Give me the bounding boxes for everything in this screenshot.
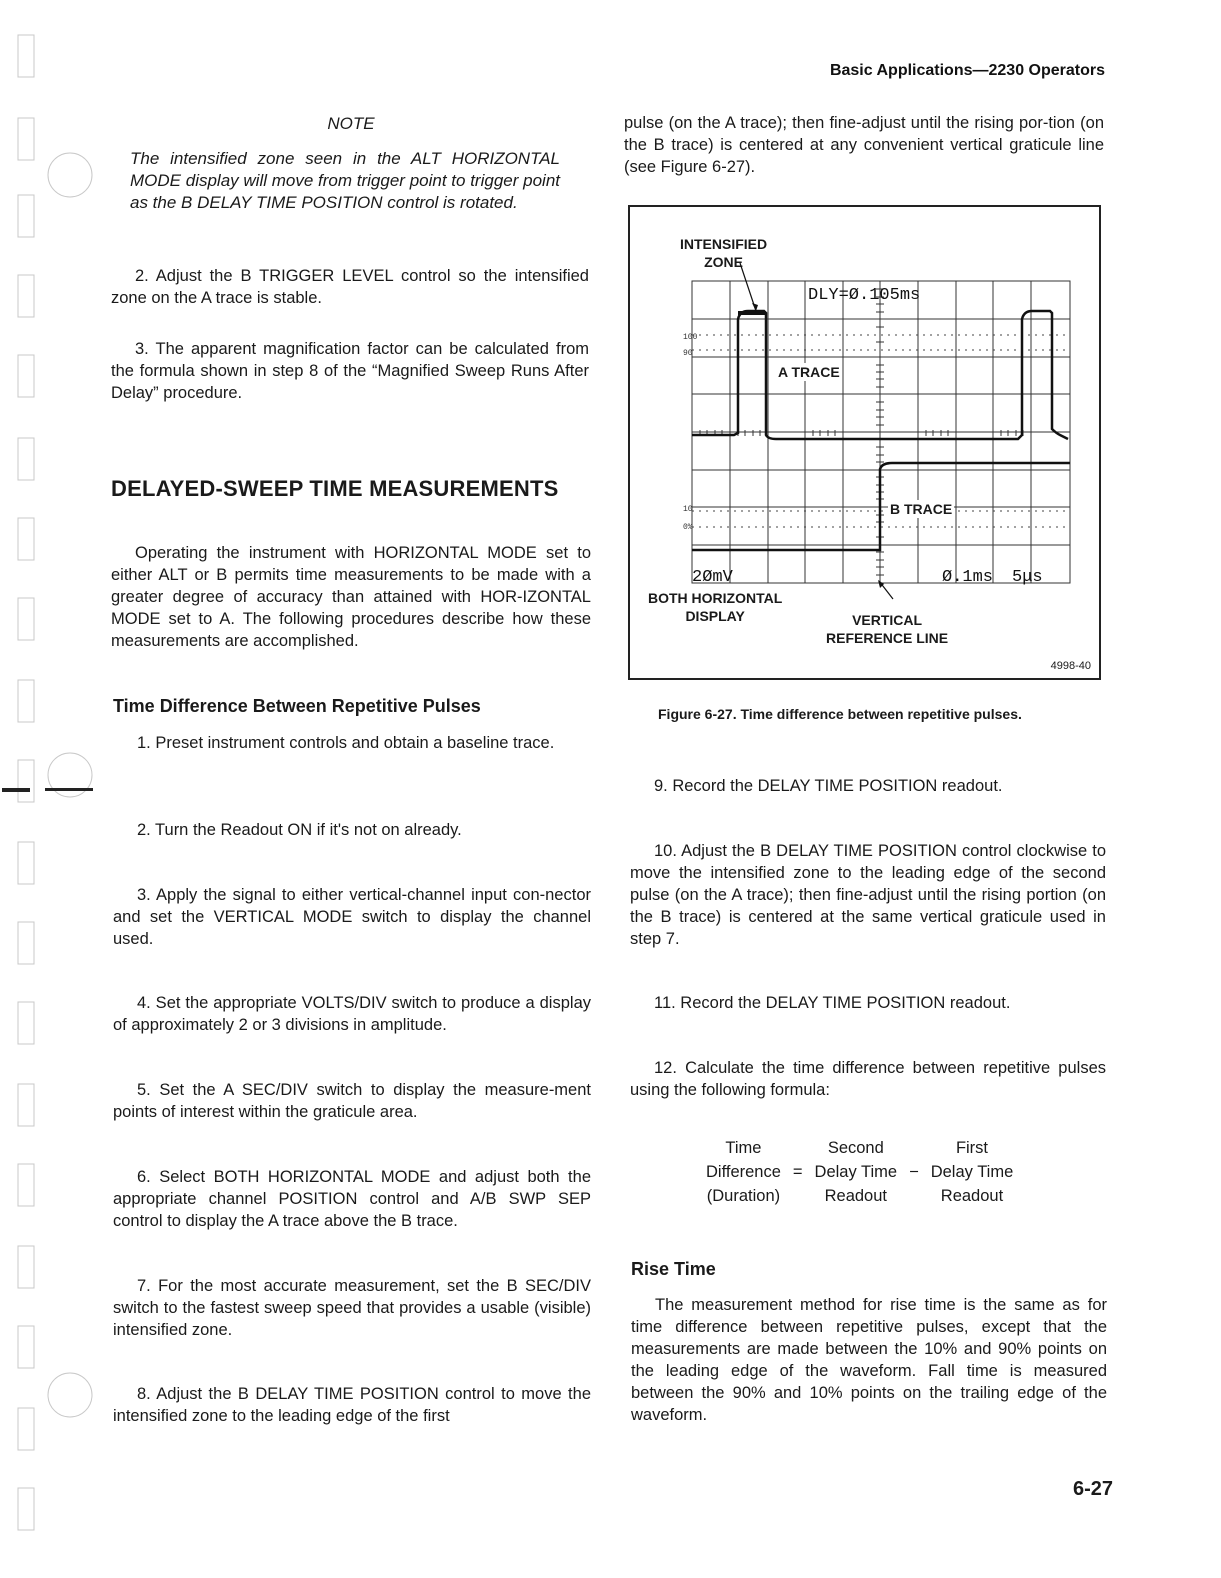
tick-10: 10 bbox=[683, 505, 693, 514]
time-readout-b: 5μs bbox=[1012, 568, 1043, 587]
rise-time-title: Rise Time bbox=[631, 1259, 716, 1279]
formula-r2c5: Delay Time bbox=[930, 1163, 1014, 1181]
volts-readout: 2ØmV bbox=[692, 568, 733, 587]
formula-r3c1: (Duration) bbox=[706, 1187, 781, 1205]
label-a-trace: A TRACE bbox=[778, 364, 840, 380]
formula-r2c2: = bbox=[792, 1163, 803, 1181]
horizontal-axis-ticks bbox=[700, 430, 1023, 436]
step-12: 12. Calculate the time difference between repetitive pulses using the following formula: bbox=[630, 1059, 1106, 1099]
figure-6-27 bbox=[628, 205, 1101, 680]
figure-code: 4998-40 bbox=[1050, 660, 1091, 672]
label-vert-line-1: VERTICAL bbox=[852, 612, 923, 628]
formula-r3c2 bbox=[787, 1184, 809, 1208]
time-readout-a: Ø.1ms bbox=[942, 568, 994, 587]
step-3-magnification: 3. The apparent magnification factor can be calculated from the formula shown in step 8 of the “Magnified Sweep Runs After Delay” procedure. bbox=[111, 340, 589, 402]
step-8-continuation: pulse (on the A trace); then fine-adjust until the rising por-tion (on the B trace) is centered at any convenient vertical graticule line (see Figure 6-27). bbox=[624, 114, 1104, 176]
procedure-step-6: 6. Select BOTH HORIZONTAL MODE and adjust both the appropriate channel POSITION control and A/B SWP SEP control to display the A trace above the B trace. bbox=[113, 1168, 591, 1230]
running-header: Basic Applications—2230 Operators bbox=[829, 62, 1105, 79]
section-title: DELAYED-SWEEP TIME MEASUREMENTS bbox=[111, 476, 559, 501]
note-title: NOTE bbox=[327, 114, 375, 133]
formula-r3c3: Readout bbox=[824, 1187, 887, 1205]
procedure-step-1: 1. Preset instrument controls and obtain a baseline trace. bbox=[137, 734, 555, 752]
step-11: 11. Record the DELAY TIME POSITION readout. bbox=[654, 994, 1011, 1012]
tick-100: 100 bbox=[683, 333, 698, 342]
procedure-step-7: 7. For the most accurate measurement, set the B SEC/DIV switch to the fastest sweep speed that provides a usable (visible) intensified zone. bbox=[113, 1277, 591, 1339]
label-intensified-zone bbox=[680, 235, 767, 271]
label-vert-line-2: REFERENCE LINE bbox=[826, 630, 949, 646]
label-both-line-2: DISPLAY bbox=[685, 608, 745, 624]
rise-time-body: The measurement method for rise time is the same as for time difference between repetitive pulses, except that the measurements are made between the 10% and 90% points on the leading edge of the waveform. Fall time is measured between the 90% and 10% points on the trailing edge of the waveform. bbox=[631, 1296, 1107, 1424]
step-9: 9. Record the DELAY TIME POSITION readout. bbox=[654, 777, 1003, 795]
label-intensified-line-1: INTENSIFIED bbox=[680, 236, 768, 252]
procedure-step-2: 2. Turn the Readout ON if it's not on already. bbox=[137, 821, 462, 839]
subsection-title: Time Difference Between Repetitive Pulses bbox=[113, 696, 481, 716]
time-difference-formula bbox=[700, 1136, 1040, 1208]
intensified-zone-mark bbox=[738, 311, 766, 315]
step-10: 10. Adjust the B DELAY TIME POSITION control clockwise to move the intensified zone to the leading edge of the second pulse (on the A trace); then fine-adjust until the rising portion (on the B trace) is centered at the same vertical graticule used in step 7. bbox=[630, 842, 1106, 948]
formula-r1c3: Second bbox=[827, 1139, 884, 1157]
formula-r2c3: Delay Time bbox=[814, 1163, 898, 1181]
formula-r1c1: Time bbox=[725, 1139, 762, 1157]
tick-90: 90 bbox=[683, 349, 693, 358]
formula-r2c1: Difference bbox=[706, 1163, 781, 1181]
label-vertical-reference bbox=[826, 611, 948, 647]
label-both-horizontal bbox=[648, 589, 782, 625]
procedure-step-4: 4. Set the appropriate VOLTS/DIV switch to produce a display of approximately 2 or 3 divisions in amplitude. bbox=[113, 994, 591, 1034]
formula-r1c5: First bbox=[955, 1139, 989, 1157]
procedure-step-8: 8. Adjust the B DELAY TIME POSITION control to move the intensified zone to the leading edge of the first bbox=[113, 1385, 591, 1425]
label-intensified-line-2: ZONE bbox=[704, 254, 743, 270]
procedure-step-3: 3. Apply the signal to either vertical-channel input con-nector and set the VERTICAL MODE switch to display the channel used. bbox=[113, 886, 591, 948]
delay-readout: DLY=Ø.105ms bbox=[808, 286, 921, 305]
formula-r1c4 bbox=[903, 1136, 925, 1160]
formula-r2c4: − bbox=[909, 1163, 919, 1181]
step-2-trigger: 2. Adjust the B TRIGGER LEVEL control so the intensified zone on the A trace is stable. bbox=[111, 267, 589, 307]
label-both-line-1: BOTH HORIZONTAL bbox=[648, 590, 783, 606]
note-body: The intensified zone seen in the ALT HORIZONTAL MODE display will move from trigger point to trigger point as the B DELAY TIME POSITION control is rotated. bbox=[130, 149, 560, 212]
formula-r3c5: Readout bbox=[940, 1187, 1004, 1205]
formula-r3c4 bbox=[903, 1184, 925, 1208]
section-intro: Operating the instrument with HORIZONTAL MODE set to either ALT or B permits time measurements to be made with a greater degree of accuracy than attained with HOR-IZONTAL MODE set to A. The following procedures describe how these measurements are accomplished. bbox=[111, 544, 591, 650]
figure-caption: Figure 6-27. Time difference between repetitive pulses. bbox=[658, 706, 1022, 722]
page-number: 6-27 bbox=[1072, 1478, 1113, 1500]
label-b-trace: B TRACE bbox=[890, 501, 953, 517]
binder-margin bbox=[0, 0, 100, 1578]
formula-r1c2 bbox=[787, 1136, 809, 1160]
procedure-step-5: 5. Set the A SEC/DIV switch to display the measure-ment points of interest within the graticule area. bbox=[113, 1081, 591, 1121]
tick-0: 0% bbox=[683, 523, 693, 532]
